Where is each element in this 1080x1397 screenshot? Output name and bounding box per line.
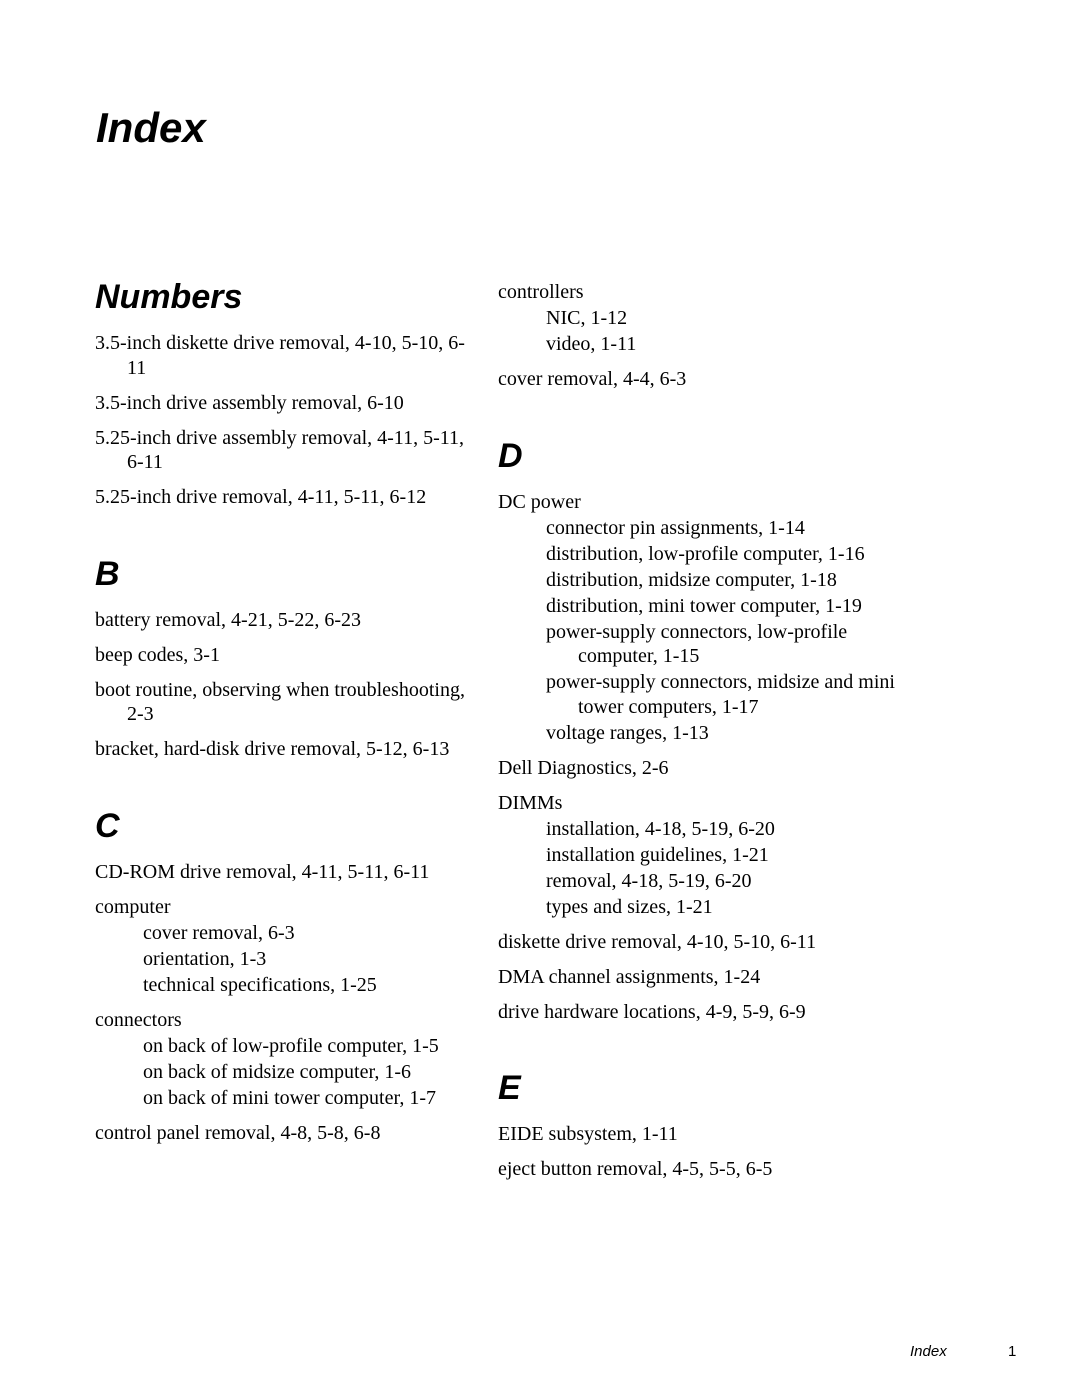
index-subentry: voltage ranges, 1-13 bbox=[546, 721, 709, 744]
index-entry-group bbox=[95, 895, 475, 998]
page-title: Index bbox=[96, 104, 206, 151]
index-entry-group bbox=[95, 1008, 475, 1111]
index-section-d bbox=[498, 434, 898, 1025]
index-entry: 5.25-inch drive removal, 4-11, 5-11, 6-12 bbox=[95, 486, 427, 508]
index-subentry: technical specifications, 1-25 bbox=[143, 973, 377, 996]
index-entry-group bbox=[498, 280, 898, 357]
index-entry-group bbox=[498, 791, 898, 920]
index-subentry: installation guidelines, 1-21 bbox=[546, 843, 769, 866]
section-heading: B bbox=[95, 554, 120, 593]
footer-label: Index bbox=[910, 1343, 947, 1360]
index-entry: DIMMs bbox=[498, 791, 563, 814]
index-subentry: NIC, 1-12 bbox=[546, 307, 628, 329]
index-subentry: on back of mini tower computer, 1-7 bbox=[143, 1086, 437, 1109]
index-subentry: video, 1-11 bbox=[546, 333, 637, 355]
index-section-c-continued bbox=[498, 280, 898, 392]
index-subentry: connector pin assignments, 1-14 bbox=[546, 516, 805, 539]
index-entry: 3.5-inch drive assembly removal, 6-10 bbox=[95, 391, 404, 414]
index-subentry: distribution, midsize computer, 1-18 bbox=[546, 568, 837, 591]
right-column bbox=[498, 280, 898, 1224]
index-entry: Dell Diagnostics, 2-6 bbox=[498, 756, 669, 779]
section-heading: Numbers bbox=[95, 278, 243, 316]
index-entry: DC power bbox=[498, 490, 581, 513]
index-entry: cover removal, 4-4, 6-3 bbox=[498, 368, 687, 390]
index-entry: bracket, hard-disk drive removal, 5-12, 6-13 bbox=[95, 738, 450, 760]
index-subentry: removal, 4-18, 5-19, 6-20 bbox=[546, 869, 752, 892]
section-heading: E bbox=[498, 1069, 521, 1107]
index-subentry: power-supply connectors, low-profile computer, 1-15 bbox=[546, 620, 848, 667]
index-entry: control panel removal, 4-8, 5-8, 6-8 bbox=[95, 1121, 381, 1144]
index-entry: 5.25-inch drive assembly removal, 4-11, 5-11, 6-11 bbox=[95, 426, 464, 473]
index-entry: battery removal, 4-21, 5-22, 6-23 bbox=[95, 608, 362, 631]
index-entry: eject button removal, 4-5, 5-5, 6-5 bbox=[498, 1158, 773, 1180]
index-subentry: orientation, 1-3 bbox=[143, 947, 267, 970]
page-number: 1 bbox=[1008, 1343, 1017, 1360]
index-subentry: distribution, low-profile computer, 1-16 bbox=[546, 542, 865, 565]
index-entry-group bbox=[498, 490, 898, 746]
index-section-c bbox=[95, 804, 475, 1146]
index-entry: connectors bbox=[95, 1008, 182, 1031]
index-entry: 3.5-inch diskette drive removal, 4-10, 5-10, 6-11 bbox=[95, 332, 465, 379]
index-entry: diskette drive removal, 4-10, 5-10, 6-11 bbox=[498, 930, 817, 953]
index-subentry: installation, 4-18, 5-19, 6-20 bbox=[546, 817, 775, 840]
index-subentry: types and sizes, 1-21 bbox=[546, 895, 713, 918]
index-entry: boot routine, observing when troubleshooting, 2-3 bbox=[95, 678, 465, 725]
index-entry: CD-ROM drive removal, 4-11, 5-11, 6-11 bbox=[95, 860, 430, 883]
index-subentry: distribution, mini tower computer, 1-19 bbox=[546, 594, 862, 617]
index-subentry: on back of midsize computer, 1-6 bbox=[143, 1060, 412, 1083]
index-entry: EIDE subsystem, 1-11 bbox=[498, 1123, 678, 1145]
index-entry: computer bbox=[95, 895, 171, 918]
section-heading: D bbox=[498, 436, 523, 475]
index-entry: beep codes, 3-1 bbox=[95, 643, 220, 666]
index-section-numbers bbox=[95, 275, 475, 510]
index-entry: DMA channel assignments, 1-24 bbox=[498, 965, 761, 988]
left-column bbox=[95, 275, 475, 1187]
index-entry: drive hardware locations, 4-9, 5-9, 6-9 bbox=[498, 1000, 806, 1023]
index-section-e bbox=[498, 1066, 898, 1182]
index-subentry: on back of low-profile computer, 1-5 bbox=[143, 1034, 439, 1057]
index-subentry: cover removal, 6-3 bbox=[143, 921, 295, 944]
index-entry: controllers bbox=[498, 281, 584, 303]
section-heading: C bbox=[95, 806, 120, 845]
index-subentry: power-supply connectors, midsize and mini tower computers, 1-17 bbox=[546, 671, 895, 718]
index-section-b bbox=[95, 552, 475, 762]
